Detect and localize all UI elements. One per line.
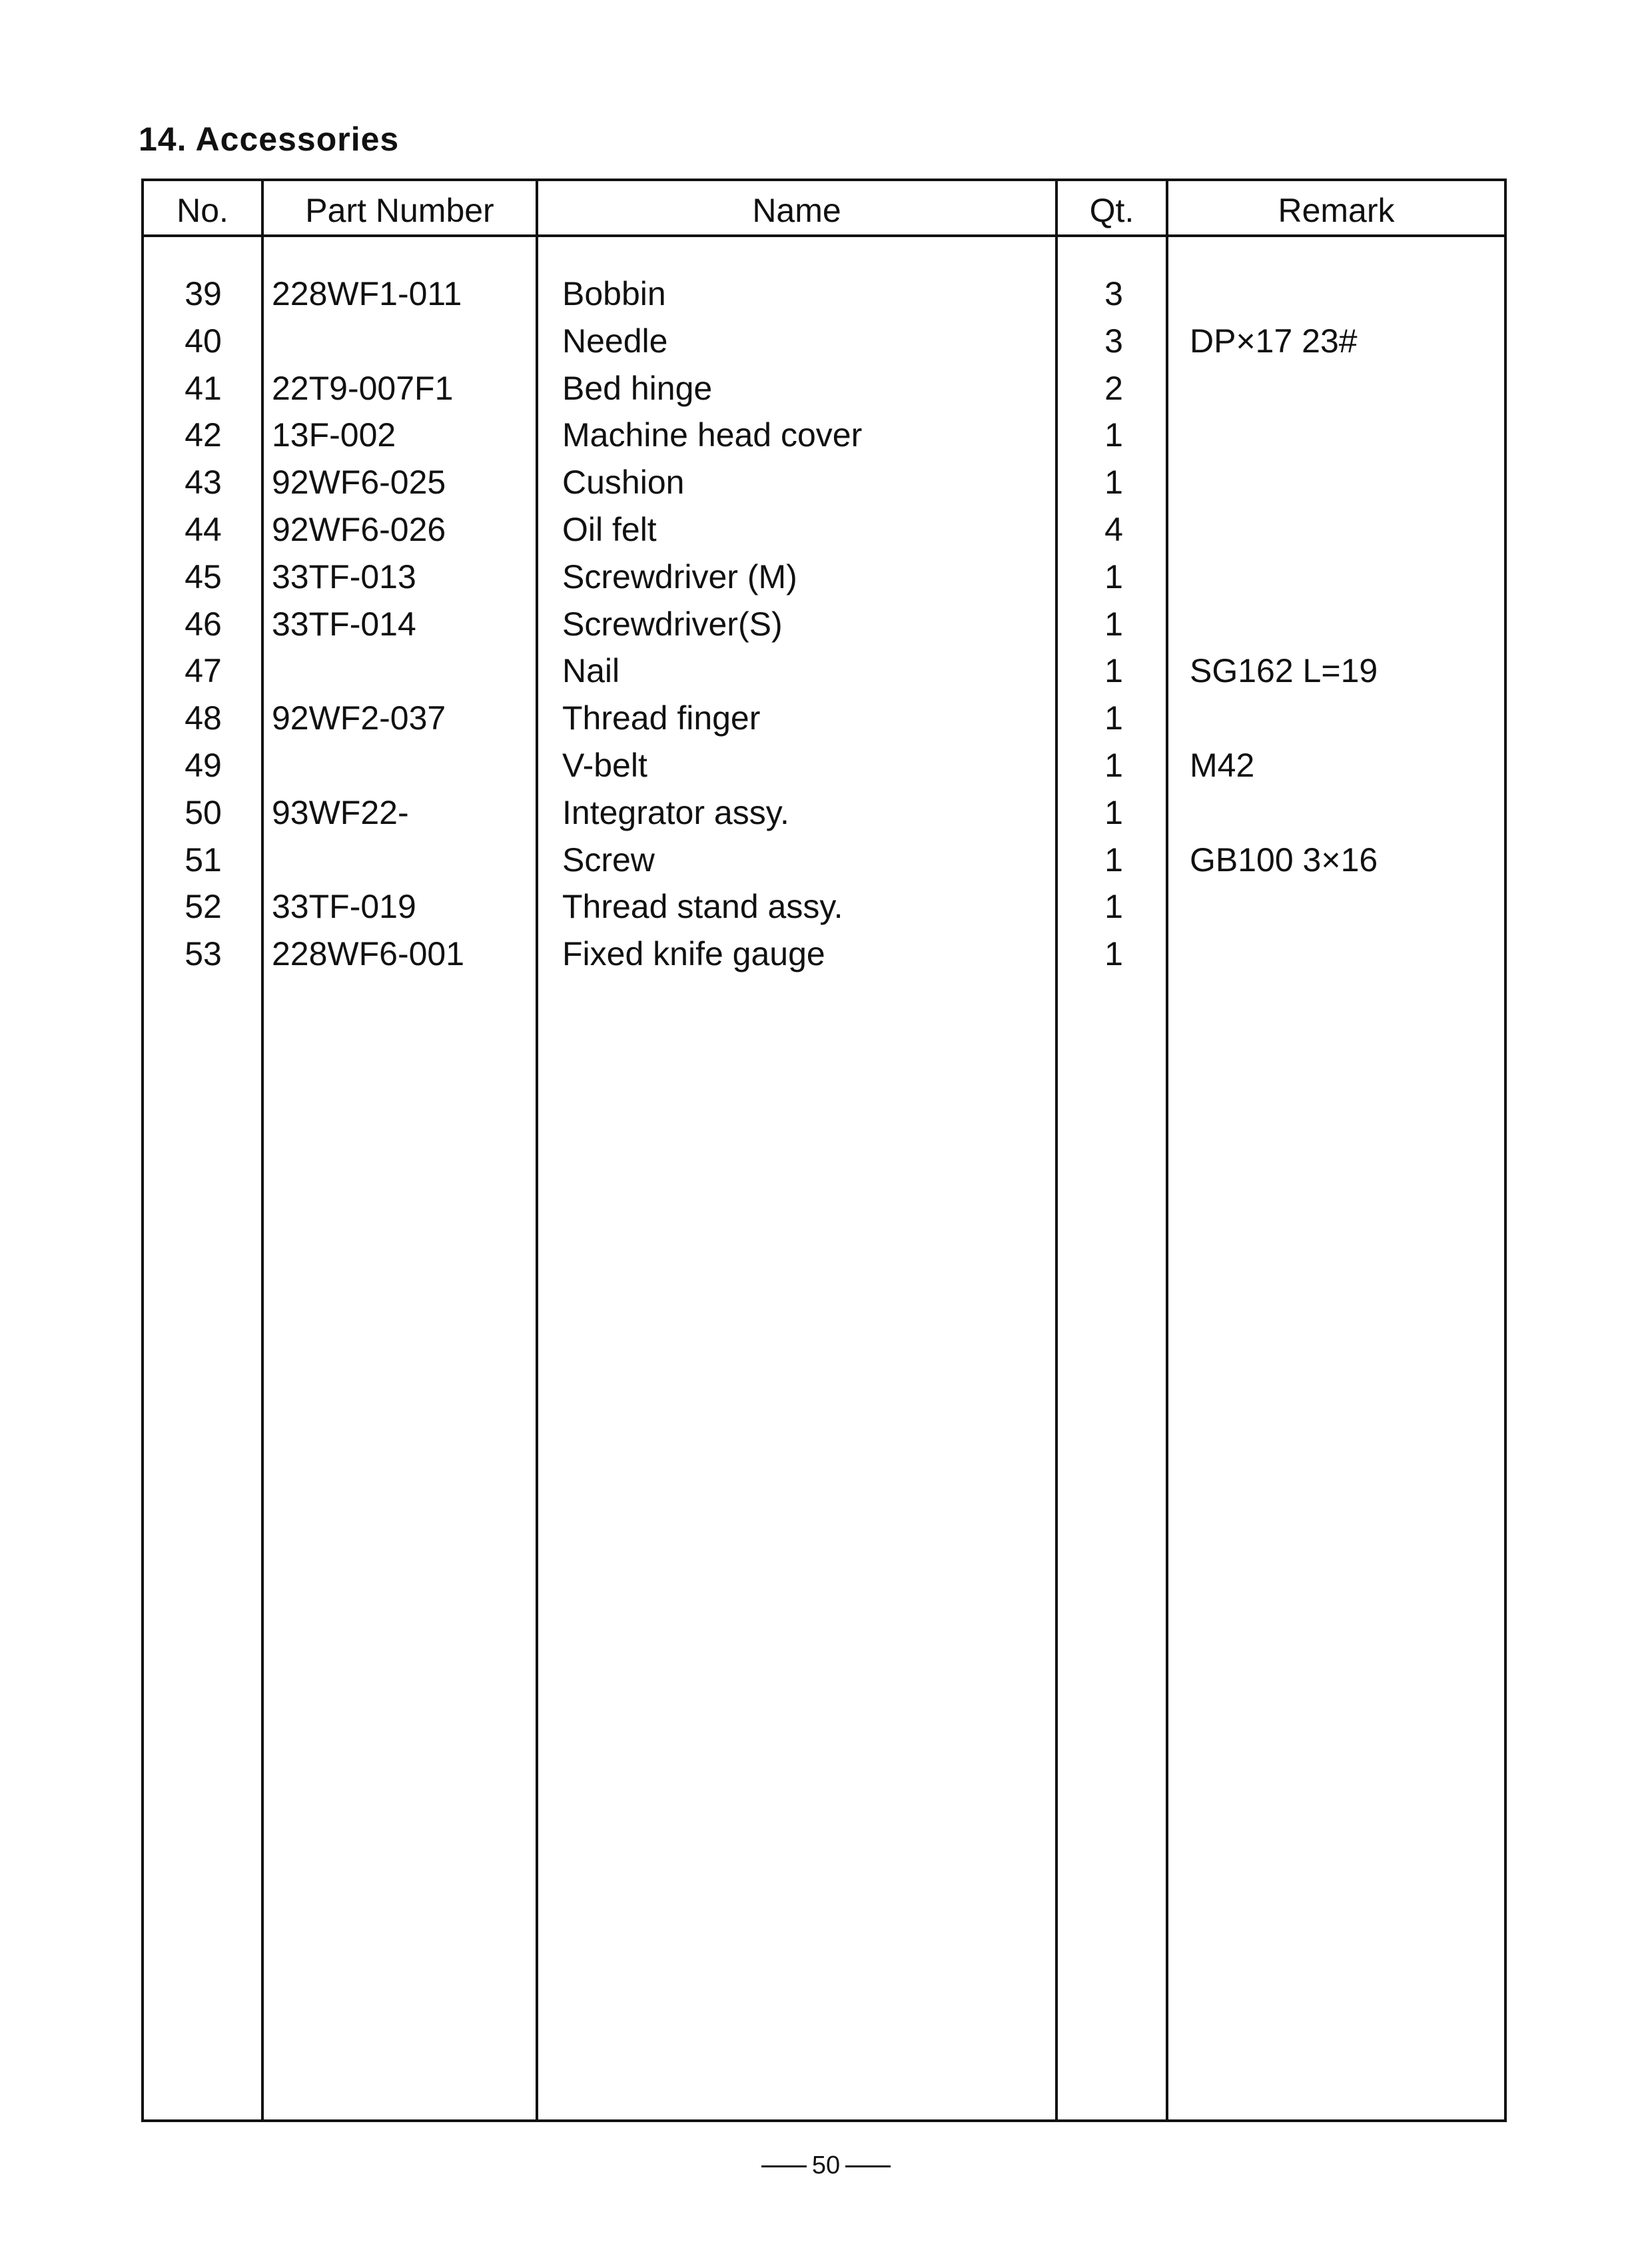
row-number-cell: 42 xyxy=(185,416,222,454)
part-name-cell: Bed hinge xyxy=(562,369,713,407)
remark-cell: GB100 3×16 xyxy=(1190,841,1378,879)
table-row xyxy=(144,837,1504,884)
quantity-cell: 1 xyxy=(1104,747,1123,784)
quantity-cell: 1 xyxy=(1104,793,1123,831)
row-number-cell: 40 xyxy=(185,322,222,360)
part-name-cell: Fixed knife gauge xyxy=(562,935,825,973)
quantity-cell: 1 xyxy=(1104,652,1123,690)
quantity-cell: 3 xyxy=(1104,322,1123,360)
quantity-cell: 1 xyxy=(1104,699,1123,737)
row-number-cell: 53 xyxy=(185,935,222,973)
part-name-cell: Nail xyxy=(562,652,620,690)
quantity-cell: 3 xyxy=(1104,275,1123,312)
part-name-cell: Cushion xyxy=(562,464,685,502)
table-row xyxy=(144,506,1504,554)
part-number-cell: 92WF6-026 xyxy=(272,511,446,548)
part-name-cell: Screw xyxy=(562,841,655,879)
quantity-cell: 4 xyxy=(1104,511,1123,548)
part-name-cell: Oil felt xyxy=(562,511,657,548)
table-row xyxy=(144,601,1504,648)
table-row xyxy=(144,270,1504,318)
part-number-cell: 228WF6-001 xyxy=(272,935,465,973)
table-row xyxy=(144,695,1504,742)
row-number-cell: 51 xyxy=(185,841,222,879)
part-number-cell: 92WF2-037 xyxy=(272,699,446,737)
quantity-cell: 1 xyxy=(1104,935,1123,973)
part-name-cell: Integrator assy. xyxy=(562,793,789,831)
row-number-cell: 52 xyxy=(185,888,222,926)
part-name-cell: Thread stand assy. xyxy=(562,888,843,926)
row-number-cell: 46 xyxy=(185,605,222,643)
part-name-cell: Screwdriver (M) xyxy=(562,558,797,595)
table-row xyxy=(144,412,1504,459)
row-number-cell: 50 xyxy=(185,793,222,831)
quantity-cell: 1 xyxy=(1104,841,1123,879)
quantity-cell: 1 xyxy=(1104,558,1123,595)
row-number-cell: 41 xyxy=(185,369,222,407)
part-number-cell: 33TF-019 xyxy=(272,888,416,926)
header-remark: Remark xyxy=(1278,192,1395,229)
quantity-cell: 2 xyxy=(1104,369,1123,407)
part-number-cell: 92WF6-025 xyxy=(272,464,446,502)
accessories-table xyxy=(141,179,1507,2122)
header-qty: Qt. xyxy=(1089,192,1134,229)
part-number-cell: 33TF-013 xyxy=(272,558,416,595)
quantity-cell: 1 xyxy=(1104,416,1123,454)
page-number: 50 xyxy=(811,2151,841,2179)
table-row xyxy=(144,459,1504,506)
part-number-cell: 228WF1-011 xyxy=(272,275,462,312)
quantity-cell: 1 xyxy=(1104,605,1123,643)
header-part-number: Part Number xyxy=(305,192,494,229)
row-number-cell: 39 xyxy=(185,275,222,312)
row-number-cell: 48 xyxy=(185,699,222,737)
table-row xyxy=(144,554,1504,601)
table-row xyxy=(144,365,1504,412)
part-name-cell: Thread finger xyxy=(562,699,761,737)
part-name-cell: Screwdriver(S) xyxy=(562,605,783,643)
page-footer xyxy=(0,2151,1652,2180)
footer-dash xyxy=(761,2165,807,2167)
table-row xyxy=(144,789,1504,837)
table-row xyxy=(144,742,1504,789)
section-title: 14. Accessories xyxy=(139,121,400,158)
header-no: No. xyxy=(177,192,228,229)
part-number-cell: 93WF22- xyxy=(272,793,409,831)
row-number-cell: 47 xyxy=(185,652,222,690)
header-divider xyxy=(144,234,1504,237)
part-number-cell: 22T9-007F1 xyxy=(272,369,454,407)
table-row xyxy=(144,318,1504,365)
row-number-cell: 45 xyxy=(185,558,222,595)
part-number-cell: 13F-002 xyxy=(272,416,396,454)
row-number-cell: 44 xyxy=(185,511,222,548)
header-name: Name xyxy=(752,192,841,229)
row-number-cell: 49 xyxy=(185,747,222,784)
remark-cell: SG162 L=19 xyxy=(1190,652,1378,690)
part-name-cell: Bobbin xyxy=(562,275,666,312)
part-number-cell: 33TF-014 xyxy=(272,605,416,643)
part-name-cell: Needle xyxy=(562,322,668,360)
table-row xyxy=(144,647,1504,695)
remark-cell: DP×17 23# xyxy=(1190,322,1358,360)
footer-dash xyxy=(845,2165,891,2167)
part-name-cell: V-belt xyxy=(562,747,647,784)
row-number-cell: 43 xyxy=(185,464,222,502)
quantity-cell: 1 xyxy=(1104,888,1123,926)
table-row xyxy=(144,883,1504,931)
part-name-cell: Machine head cover xyxy=(562,416,863,454)
remark-cell: M42 xyxy=(1190,747,1255,784)
table-row xyxy=(144,931,1504,978)
quantity-cell: 1 xyxy=(1104,464,1123,502)
